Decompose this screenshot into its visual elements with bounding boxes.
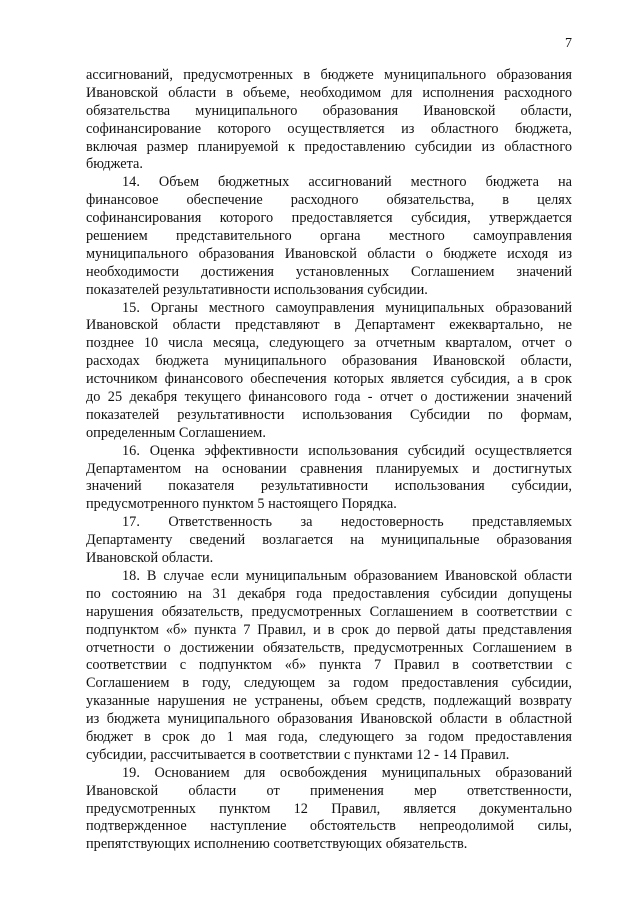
text-line: муниципального образования Ивановской области о бюджете исходя из: [86, 245, 572, 262]
text-line: 19. Основанием для освобождения муниципальных образований: [122, 764, 572, 781]
text-line: решением представительного органа местного самоуправления: [86, 228, 572, 245]
text-line: из бюджета муниципального образования Ивановской области в областной: [86, 711, 572, 728]
body-text: [86, 67, 572, 854]
text-line: по состоянию на 31 декабря года предоставления субсидии допущены: [86, 585, 572, 602]
text-line: определенным Соглашением.: [86, 424, 266, 441]
text-line: обязательства муниципального образования Ивановской области,: [86, 102, 572, 119]
text-line: необходимости достижения установленных Соглашением значений: [86, 263, 572, 280]
text-line: софинансирование которого осуществляется из областного бюджета,: [86, 120, 572, 137]
text-line: подтвержденное наступление обстоятельств непреодолимой силы,: [86, 818, 572, 835]
text-line: 14. Объем бюджетных ассигнований местного бюджета на: [122, 174, 572, 191]
text-line: 18. В случае если муниципальным образованием Ивановской области: [122, 567, 572, 584]
text-line: ассигнований, предусмотренных в бюджете муниципального образования: [86, 67, 572, 83]
text-line: показателей результативности использования субсидии.: [86, 281, 428, 298]
text-line: показателей результативности использования Субсидии по формам,: [86, 406, 572, 423]
text-line: до 25 декабря текущего финансового года - отчет о достижении значений: [86, 389, 572, 406]
text-line: предусмотренного пунктом 5 настоящего Порядка.: [86, 496, 397, 513]
text-line: нарушения обязательств, предусмотренных Соглашением в соответствии с: [86, 603, 572, 620]
text-line: расходах бюджета муниципального образования Ивановской области,: [86, 353, 572, 370]
text-line: бюджет в срок до 1 мая года, следующего за годом предоставления: [86, 728, 572, 745]
text-line: бюджета.: [86, 156, 143, 173]
text-line: Соглашением в году, следующем за годом предоставления субсидии,: [86, 675, 572, 692]
text-line: подпунктом «б» пункта 7 Правил, и в срок до первой даты представления: [86, 621, 572, 638]
text-line: 15. Органы местного самоуправления муниципальных образований: [122, 299, 572, 316]
text-line: Ивановской области от применения мер ответственности,: [86, 782, 572, 799]
text-line: 16. Оценка эффективности использования субсидий осуществляется: [122, 442, 572, 459]
text-line: позднее 10 числа месяца, следующего за отчетным кварталом, отчет о: [86, 335, 572, 352]
text-line: отчетности о достижении обязательств, предусмотренных Соглашением в: [86, 639, 572, 656]
text-line: источником финансового обеспечения которых является субсидия, а в срок: [86, 371, 572, 388]
text-line: Департаментом на основании сравнения планируемых и достигнутых: [86, 460, 572, 477]
text-line: препятствующих исполнению соответствующих обязательств.: [86, 836, 468, 853]
text-line: субсидии, рассчитывается в соответствии с пунктами 12 - 14 Правил.: [86, 746, 510, 763]
text-line: предусмотренных пунктом 12 Правил, является документально: [86, 800, 572, 817]
text-line: соответствии с подпунктом «б» пункта 7 Правил в соответствии с: [86, 657, 572, 674]
text-line: включая размер планируемой к предоставлению субсидии из областного: [86, 138, 572, 155]
text-line: указанные нарушения не устранены, объем средств, подлежащий возврату: [86, 693, 572, 710]
text-line: значений показателя результативности использования субсидии,: [86, 478, 572, 495]
text-line: Ивановской области представляют в Департамент ежеквартально, не: [86, 317, 572, 334]
text-line: софинансирования которого предоставляется субсидия, утверждается: [86, 210, 572, 227]
text-line: 17. Ответственность за недостоверность представляемых: [122, 514, 572, 531]
text-line: Ивановской области в объеме, необходимом для исполнения расходного: [86, 84, 572, 101]
text-line: Ивановской области.: [86, 550, 214, 567]
text-line: финансовое обеспечение расходного обязательства, в целях: [86, 192, 572, 209]
page-number: 7: [565, 36, 572, 51]
text-line: Департаменту сведений возлагается на муниципальные образования: [86, 532, 572, 549]
